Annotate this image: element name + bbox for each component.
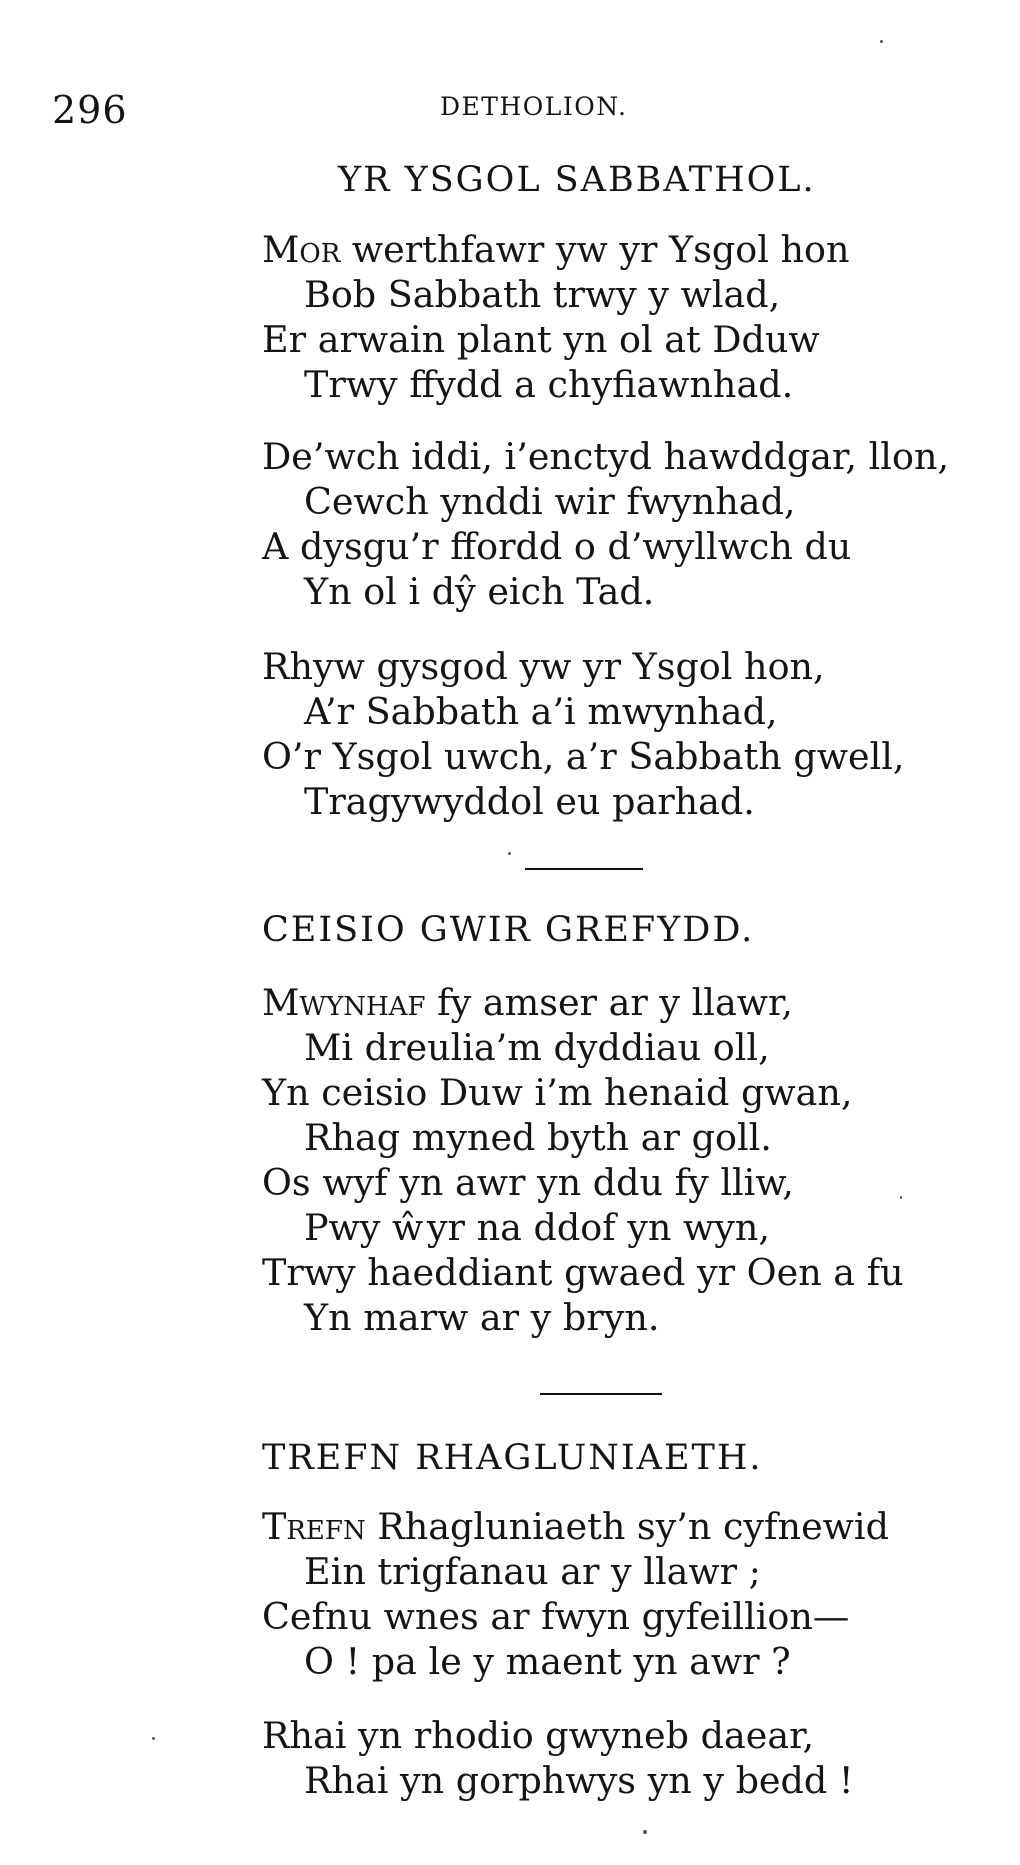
stanza (262, 1504, 889, 1684)
verse-line: O ! pa le y maent yn awr ? (304, 1640, 791, 1683)
section-divider (540, 1393, 662, 1395)
scan-speck (900, 1196, 902, 1199)
verse-line: Cewch ynddi wir fwynhad, (304, 480, 796, 523)
verse-line: Pwy ŵyr na ddof yn wyn, (304, 1206, 770, 1249)
verse-line: Yn ol i dŷ eich Tad. (304, 570, 655, 613)
verse-line: Yn marw ar y bryn. (304, 1296, 660, 1339)
scan-speck (643, 1830, 647, 1834)
verse-line: Ein trigfanau ar y llawr ; (304, 1550, 761, 1593)
verse-line: Trwy haeddiant gwaed yr Oen a fu (262, 1251, 904, 1294)
line-text: werthfawr yw yr Ysgol hon (340, 228, 850, 271)
verse-line (262, 227, 849, 272)
verse-line: Tragywyddol eu parhad. (304, 780, 755, 823)
verse-line: O’r Ysgol uwch, a’r Sabbath gwell, (262, 735, 905, 778)
verse-line: Mi dreulia’m dyddiau oll, (304, 1026, 770, 1069)
stanza (262, 644, 905, 824)
opening-word: Mor (262, 228, 341, 271)
verse-line: Rhai yn gorphwys yn y bedd ! (304, 1759, 854, 1802)
scan-speck (880, 40, 883, 43)
verse-line (262, 1504, 889, 1549)
stanza (262, 1713, 854, 1803)
verse-line: Rhyw gysgod yw yr Ysgol hon, (262, 645, 825, 688)
verse-line: Cefnu wnes ar fwyn gyfeillion— (262, 1595, 850, 1638)
poem-title-trefn-rhagluniaeth: TREFN RHAGLUNIAETH. (262, 1438, 763, 1478)
line-text: Rhagluniaeth sy’n cyfnewid (365, 1505, 889, 1548)
verse-line: Er arwain plant yn ol at Dduw (262, 318, 820, 361)
section-divider (525, 868, 643, 870)
poem-title-ceisio-gwir-grefydd: CEISIO GWIR GREFYDD. (262, 910, 755, 950)
page-number: 296 (52, 88, 128, 132)
verse-line (262, 980, 904, 1025)
verse-line: Os wyf yn awr yn ddu fy lliw, (262, 1161, 794, 1204)
verse-line: Rhag myned byth ar goll. (304, 1116, 772, 1159)
opening-word: Mwynhaf (262, 981, 426, 1024)
scan-speck (152, 1737, 155, 1740)
verse-line: Trwy ffydd a chyfiawnhad. (304, 363, 794, 406)
verse-line: De’wch iddi, i’enctyd hawddgar, llon, (262, 435, 950, 478)
verse-line: Yn ceisio Duw i’m henaid gwan, (262, 1071, 853, 1114)
stanza (262, 980, 904, 1340)
line-text: fy amser ar y llawr, (425, 981, 794, 1024)
stanza (262, 434, 949, 614)
stanza (262, 227, 849, 407)
scan-speck (508, 852, 511, 855)
running-title: DETHOLION. (440, 92, 628, 121)
verse-line: A’r Sabbath a’i mwynhad, (304, 690, 778, 733)
verse-line: A dysgu’r ffordd o d’wyllwch du (262, 525, 852, 568)
verse-line: Rhai yn rhodio gwyneb daear, (262, 1714, 815, 1757)
verse-line: Bob Sabbath trwy y wlad, (304, 273, 781, 316)
poem-title-yr-ysgol-sabbathol: YR YSGOL SABBATHOL. (338, 160, 816, 200)
opening-word: Trefn (262, 1505, 366, 1548)
